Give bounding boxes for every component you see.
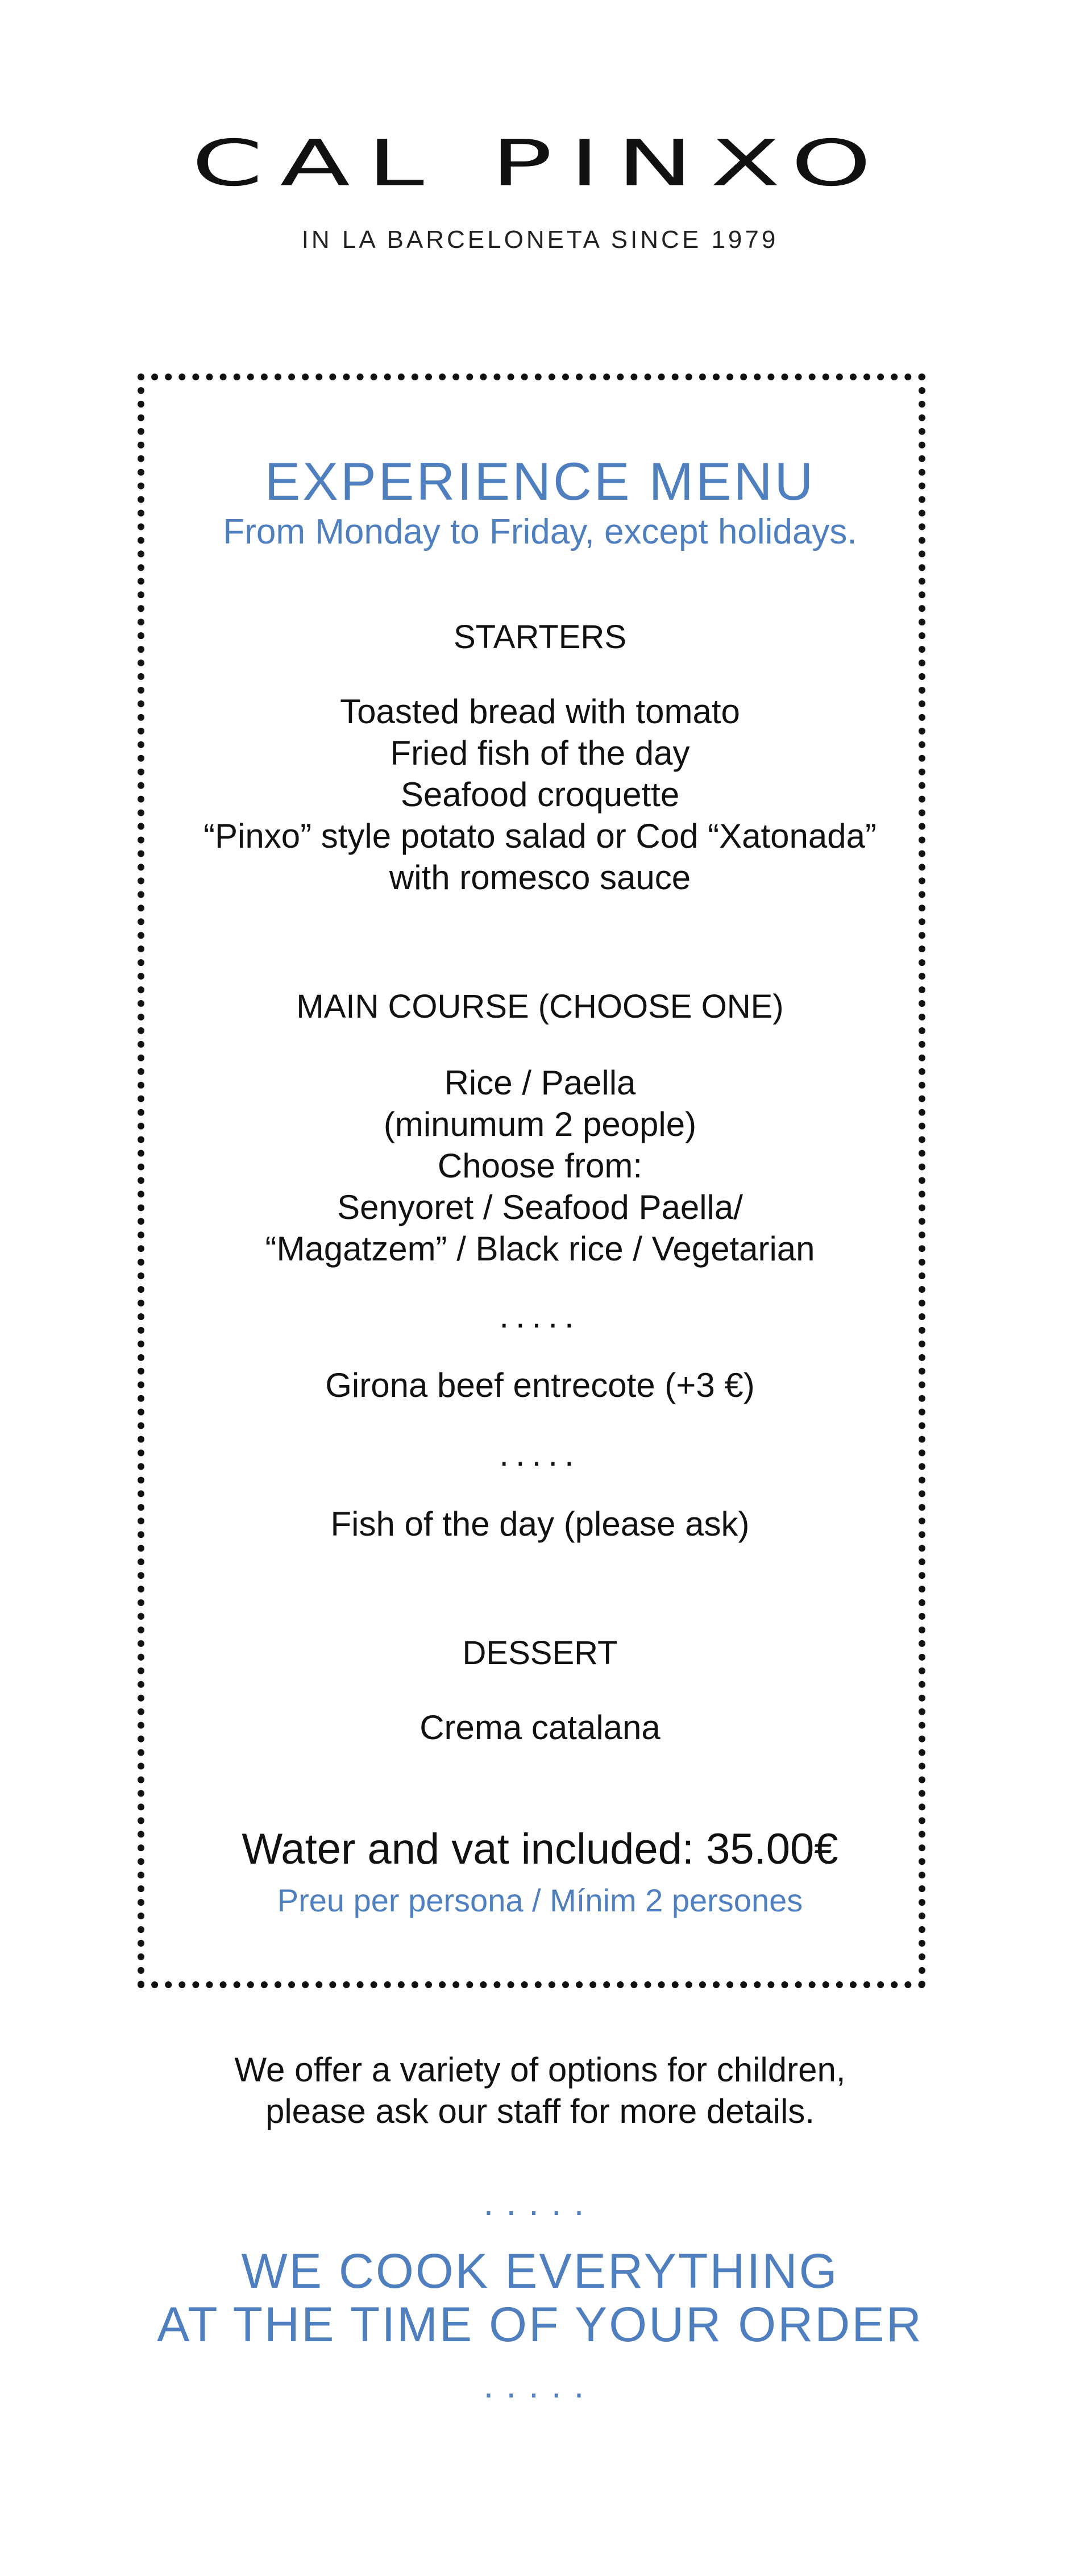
dessert-item: Crema catalana: [419, 1708, 661, 1747]
list-item: Seafood croquette: [400, 775, 680, 814]
fish-option: Fish of the day (please ask): [330, 1505, 750, 1543]
rice-option: [0, 1062, 1080, 1270]
list-item: “Magatzem” / Black rice / Vegetarian: [265, 1230, 815, 1268]
list-item: Senyoret / Seafood Paella/: [337, 1188, 743, 1226]
dot-separator: .....: [499, 1435, 581, 1473]
children-note-line: We offer a variety of options for children,: [234, 2051, 846, 2089]
beef-option: Girona beef entrecote (+3 €): [325, 1366, 755, 1404]
main-course-heading: MAIN COURSE (CHOOSE ONE): [296, 988, 784, 1025]
slogan-line: AT THE TIME OF YOUR ORDER: [157, 2297, 923, 2352]
starters-list: [0, 691, 1080, 898]
price-note: Preu per persona / Mínim 2 persones: [277, 1882, 803, 1918]
list-item: Rice / Paella: [444, 1064, 636, 1102]
slogan: [0, 2245, 1080, 2351]
list-item: Toasted bread with tomato: [340, 692, 740, 731]
dot-separator: .....: [499, 1297, 581, 1335]
children-note: [0, 2049, 1080, 2132]
tagline: IN LA BARCELONETA SINCE 1979: [301, 226, 779, 254]
dot-separator: .....: [483, 2182, 597, 2223]
dessert-heading: DESSERT: [462, 1635, 618, 1671]
price: Water and vat included: 35.00€: [242, 1825, 838, 1873]
list-item: with romesco sauce: [389, 858, 691, 897]
dot-separator: .....: [483, 2365, 597, 2405]
menu-title: EXPERIENCE MENU: [264, 451, 816, 511]
list-item: Choose from:: [437, 1147, 643, 1185]
logo: CAL PINXO: [191, 126, 889, 201]
children-note-line: please ask our staff for more details.: [265, 2092, 815, 2130]
starters-heading: STARTERS: [453, 619, 627, 656]
menu-subtitle: From Monday to Friday, except holidays.: [223, 512, 857, 551]
slogan-line: WE COOK EVERYTHING: [241, 2244, 839, 2299]
list-item: “Pinxo” style potato salad or Cod “Xatonada”: [203, 817, 877, 855]
list-item: Fried fish of the day: [390, 734, 690, 772]
list-item: (minumum 2 people): [383, 1105, 697, 1143]
